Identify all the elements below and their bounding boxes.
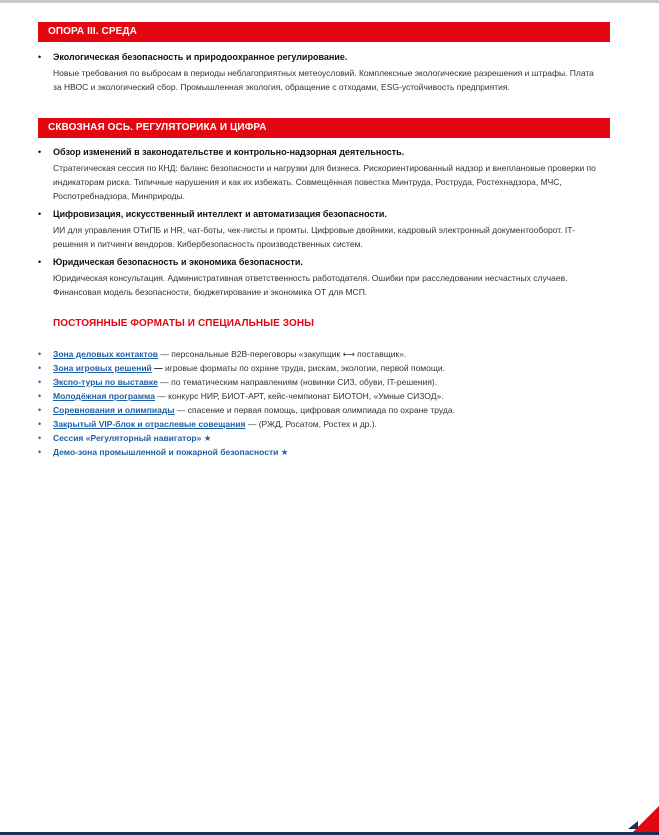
topic-item-ecology xyxy=(38,51,598,94)
format-link[interactable]: Зона деловых контактов xyxy=(53,349,158,359)
topic-body: Юридическая консультация. Административная ответственность работодателя. Ошибки при расследовании несчастных случаев. Финансовая модель безопасности, бюджетирование и экономика ОТ для МСП. xyxy=(53,273,568,297)
format-item xyxy=(38,361,618,375)
topic-item-digital xyxy=(38,208,598,251)
format-link[interactable]: Закрытый VIP-блок и отраслевые совещания xyxy=(53,419,246,429)
corner-arrow-icon xyxy=(628,821,638,829)
section-title-axis: СКВОЗНАЯ ОСЬ. РЕГУЛЯТОРИКА И ЦИФРА xyxy=(48,122,267,133)
format-item xyxy=(38,389,618,403)
format-item xyxy=(38,403,618,417)
formats-list xyxy=(38,347,618,459)
format-link[interactable]: Соревнования и олимпиады xyxy=(53,405,175,415)
bullet-icon: • xyxy=(38,349,42,359)
bullet-icon: • xyxy=(38,405,42,415)
format-description: (РЖД, Росатом, Ростех и др.). xyxy=(258,419,377,429)
section-title-pillar: ОПОРА III. СРЕДА xyxy=(48,26,137,37)
bullet-icon: • xyxy=(38,433,42,443)
format-separator: — xyxy=(157,377,172,387)
topic-heading: Экологическая безопасность и природоохранное регулирование. xyxy=(53,52,348,62)
format-link[interactable]: Экспо-туры по выставке xyxy=(53,377,158,387)
formats-section-title: ПОСТОЯННЫЕ ФОРМАТЫ И СПЕЦИАЛЬНЫЕ ЗОНЫ xyxy=(53,318,315,329)
bullet-icon: • xyxy=(38,363,42,373)
topic-body: ИИ для управления ОТиПБ и HR, чат-боты, чек-листы и промты. Цифровые двойники, кадровый электронный документооборот. IT-решения и питчинги вендоров. Кибербезопасность производственных систем. xyxy=(53,225,575,249)
format-description: спасение и первая помощь, цифровая олимпиада по охране труда. xyxy=(187,405,455,415)
bullet-icon: • xyxy=(38,447,42,457)
bullet-icon: • xyxy=(38,147,42,157)
format-item xyxy=(38,431,618,445)
section-band-pillar xyxy=(38,22,610,42)
format-description: игровые форматы по охране труда, рискам, экологии, первой помощи. xyxy=(165,363,445,373)
topic-item-legal xyxy=(38,256,598,299)
format-link[interactable]: Демо-зона промышленной и пожарной безопасности xyxy=(53,447,279,457)
format-separator: — xyxy=(245,419,259,429)
format-separator: — xyxy=(154,391,169,401)
section-band-axis xyxy=(38,118,610,138)
topic-heading: Цифровизация, искусственный интеллект и автоматизация безопасности. xyxy=(53,209,387,219)
top-rule xyxy=(0,0,659,3)
format-description: персональные В2В-переговоры «закупщик ⟷ поставщик». xyxy=(171,349,407,359)
format-link[interactable]: Сессия «Регуляторный навигатор» xyxy=(53,433,202,443)
topic-body: Стратегическая сессия по КНД: баланс безопасности и нагрузки для бизнеса. Рискориентированный надзор и внеплановые проверки по индикаторам риска. Типичные нарушения и как их избежать. Совмещённая повестка Минтруда, Роструда, Ростехнадзора, МЧС, Роспотребнадзора, Минприроды. xyxy=(53,163,596,201)
format-separator: — xyxy=(151,363,166,373)
topic-heading: Обзор изменений в законодательстве и контрольно-надзорная деятельность. xyxy=(53,147,405,157)
bullet-icon: • xyxy=(38,52,42,62)
bullet-icon: • xyxy=(38,377,42,387)
format-item xyxy=(38,375,618,389)
topic-body: Новые требования по выбросам в периоды неблагоприятных метеоусловий. Комплексные экологические разрешения и штрафы. Плата за НВОС и экологический сбор. Промышленная экология, обращение с отходами, ESG-устойчивость предприятия. xyxy=(53,68,594,92)
format-link[interactable]: Зона игровых решений xyxy=(53,363,152,373)
format-description: по тематическим направлениям (новинки СИЗ, обуви, IT-решения). xyxy=(171,377,438,387)
format-item xyxy=(38,347,618,361)
format-description: конкурс НИР, БИОТ-АРТ, кейс-чемпионат БИОТОН, «Умные СИЗОД». xyxy=(168,391,444,401)
bullet-icon: • xyxy=(38,391,42,401)
format-separator: — xyxy=(174,405,188,415)
bullet-icon: • xyxy=(38,419,42,429)
format-item xyxy=(38,417,618,431)
format-separator: — xyxy=(158,349,172,359)
topic-item-legislation xyxy=(38,146,598,203)
topic-heading: Юридическая безопасность и экономика безопасности. xyxy=(53,257,303,267)
format-item xyxy=(38,445,618,459)
bullet-icon: • xyxy=(38,257,42,267)
star-icon: ★ xyxy=(201,433,212,443)
format-link[interactable]: Молодёжная программа xyxy=(53,391,155,401)
star-icon: ★ xyxy=(278,447,289,457)
bullet-icon: • xyxy=(38,209,42,219)
